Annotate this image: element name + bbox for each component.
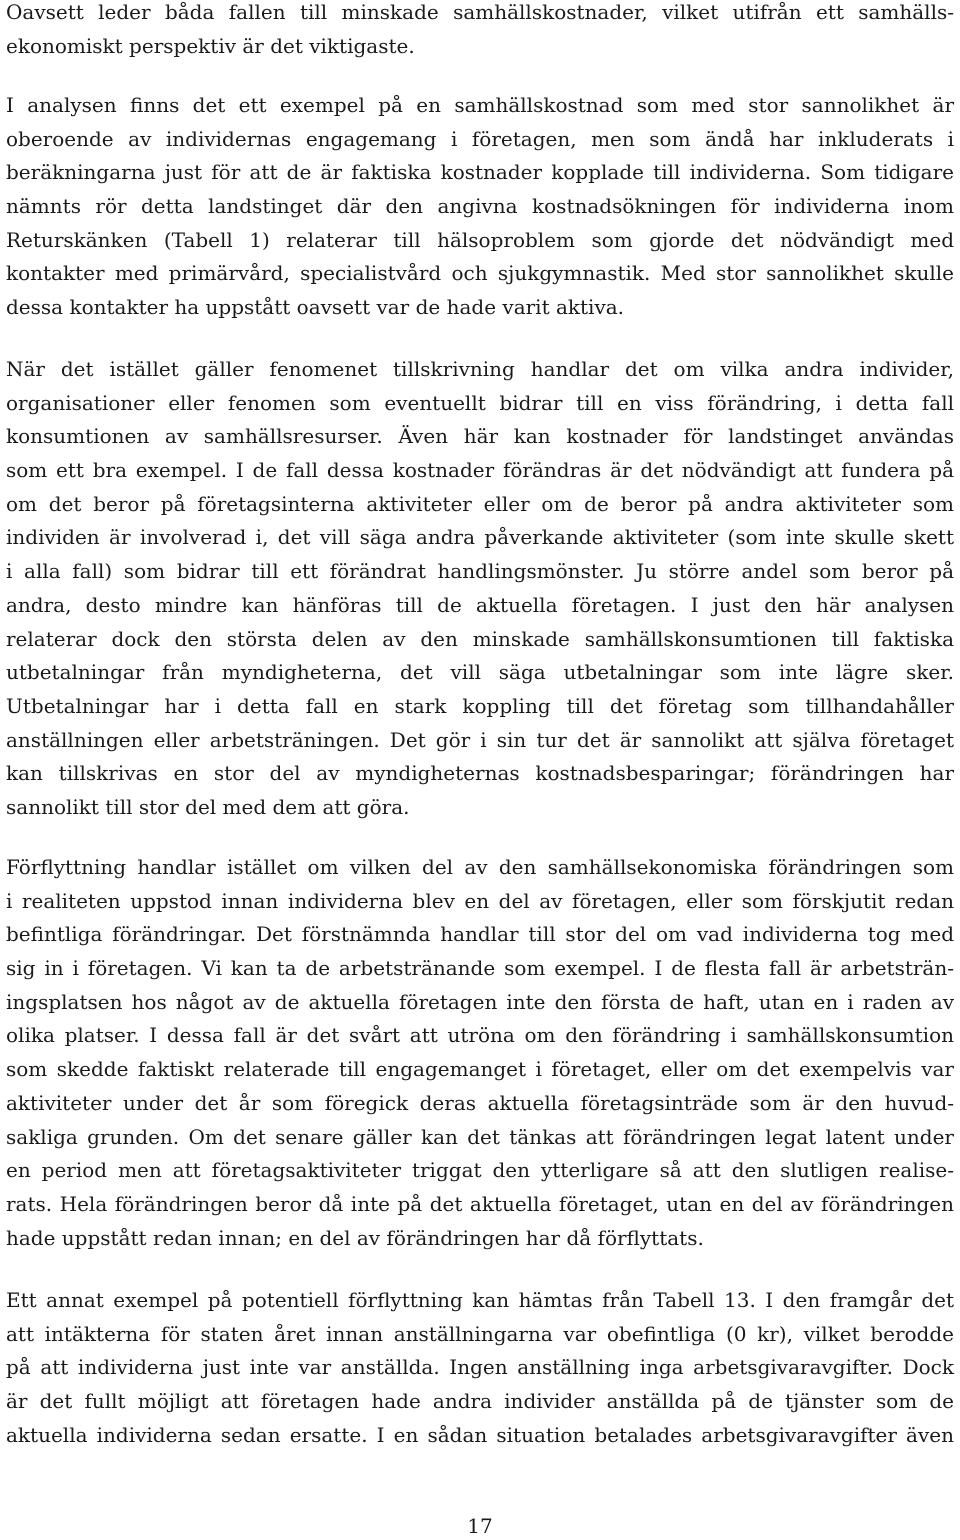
- text-line: relaterar dock den största delen av den minskade samhällskonsumtionen till faktiska: [6, 626, 954, 651]
- page-number: 17: [467, 1514, 493, 1538]
- text-line: beräkningarna just för att de är faktiska kostnader kopplade till individerna. Som tidigare: [6, 160, 954, 185]
- text-line: i alla fall) som bidrar till ett förändrat handlingsmönster. Ju större andel som beror på: [6, 559, 954, 584]
- text-line: på att individerna just inte var anställda. Ingen anställning inga arbetsgivaravgifter. Dock: [6, 1355, 954, 1380]
- text-line: sakliga grunden. Om det senare gäller kan det tänkas att förändringen legat latent under: [6, 1124, 954, 1149]
- text-line: ingsplatsen hos något av de aktuella företagen inte den första de haft, utan en i raden av: [6, 989, 954, 1014]
- text-line: konsumtionen av samhällsresurser. Även här kan kostnader för landstinget användas: [6, 424, 954, 449]
- text-line: olika platser. I dessa fall är det svårt att utröna om den förändring i samhällskonsumtion: [6, 1023, 954, 1048]
- text-line: att intäkterna för staten året innan anställningarna var obefintliga (0 kr), vilket berodde: [6, 1321, 954, 1346]
- text-line: Förflyttning handlar istället om vilken del av den samhällsekonomiska förändringen som: [6, 855, 954, 879]
- paragraph-5: [6, 1284, 954, 1452]
- text-line: i realiteten uppstod innan individerna blev en del av företagen, eller som förskjutit redan: [6, 888, 954, 913]
- text-line: aktuella individerna sedan ersatte. I en sådan situation betalades arbetsgivaravgifter även: [6, 1422, 954, 1447]
- text-line: Utbetalningar har i detta fall en stark koppling till det företag som tillhandahåller: [6, 693, 954, 718]
- text-line: organisationer eller fenomen som eventuellt bidrar till en viss förändring, i detta fall: [6, 390, 954, 415]
- paragraph-1: [6, 0, 954, 63]
- text-line: kontakter med primärvård, specialistvård och sjukgymnastik. Med stor sannolikhet skulle: [6, 261, 954, 286]
- text-line: nämnts rör detta landstinget där den angivna kostnadsökningen för individerna inom: [6, 194, 954, 219]
- text-line: andra, desto mindre kan hänföras till de aktuella företagen. I just den här analysen: [6, 592, 954, 617]
- text-line: som ett bra exempel. I de fall dessa kostnader förändras är det nödvändigt att fundera på: [6, 458, 954, 483]
- paragraph-2: [6, 89, 954, 325]
- text-line: utbetalningar från myndigheterna, det vill säga utbetalningar som inte lägre sker.: [6, 660, 954, 685]
- text-line: ekonomiskt perspektiv är det viktigaste.: [6, 33, 415, 58]
- text-line: rats. Hela förändringen beror då inte på det aktuella företaget, utan en del av förändringen: [6, 1191, 954, 1216]
- text-line: sig in i företagen. Vi kan ta de arbetstränande som exempel. I de flesta fall är arbetsträn-: [6, 956, 954, 981]
- paragraph-3: [6, 353, 954, 825]
- text-line: är det fullt möjligt att företagen hade andra individer anställda på de tjänster som de: [6, 1389, 954, 1414]
- text-line: kan tillskrivas en stor del av myndigheternas kostnadsbesparingar; förändringen har: [6, 761, 954, 786]
- text-line: befintliga förändringar. Det förstnämnda handlar till stor del om vad individerna tog med: [6, 922, 954, 947]
- text-line: sannolikt till stor del med dem att göra.: [6, 794, 410, 819]
- text-line: som skedde faktiskt relaterade till engagemanget i företaget, eller om det exempelvis var: [6, 1057, 954, 1082]
- text-line: individen är involverad i, det vill säga andra påverkande aktiviteter (som inte skulle skett: [6, 525, 954, 550]
- text-line: Oavsett leder båda fallen till minskade samhällskostnader, vilket utifrån ett samhälls-: [6, 0, 954, 24]
- text-line: anställningen eller arbetsträningen. Det gör i sin tur det är sannolikt att själva företaget: [6, 727, 954, 752]
- text-line: oberoende av individernas engagemang i företagen, men som ändå har inkluderats i: [6, 126, 954, 151]
- text-line: hade uppstått redan innan; en del av förändringen har då förflyttats.: [6, 1225, 704, 1250]
- text-line: I analysen finns det ett exempel på en samhällskostnad som med stor sannolikhet är: [6, 93, 954, 117]
- text-line: Ett annat exempel på potentiell förflyttning kan hämtas från Tabell 13. I den framgår det: [6, 1288, 954, 1312]
- text-line: aktiviteter under det år som föregick deras aktuella företagsinträde som är den huvud-: [6, 1090, 954, 1115]
- text-line: När det istället gäller fenomenet tillskrivning handlar det om vilka andra individer,: [6, 357, 954, 381]
- paragraph-4: [6, 851, 954, 1255]
- text-line: om det beror på företagsinterna aktiviteter eller om de beror på andra aktiviteter som: [6, 491, 954, 516]
- text-line: Returskänken (Tabell 1) relaterar till hälsoproblem som gjorde det nödvändigt med: [6, 227, 954, 252]
- text-line: en period men att företagsaktiviteter triggat den ytterligare så att den slutligen realise-: [6, 1158, 954, 1183]
- text-line: dessa kontakter ha uppstått oavsett var de hade varit aktiva.: [6, 295, 625, 320]
